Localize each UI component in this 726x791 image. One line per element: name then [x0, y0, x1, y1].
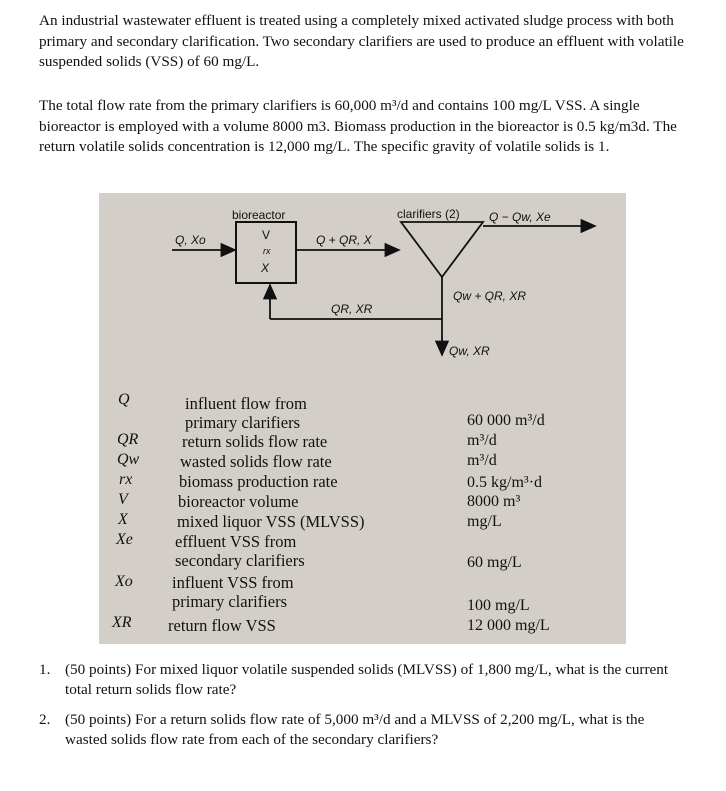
value-extra: 12 000 mg/L — [467, 617, 550, 634]
problem-paragraph-1: An industrial wastewater effluent is treated using a completely mixed activated sludge process with both primary and secondary clarification. Two secondary clarifiers are used to produce an effluent with volatile suspended solids (VSS) of 60 mg/L. — [39, 12, 684, 70]
value-xo: 60 mg/L — [467, 554, 522, 571]
desc-x: mixed liquor VSS (MLVSS) — [177, 512, 365, 531]
effluent-label: Q − Qw, Xe — [489, 210, 551, 224]
symbol-rx: rx — [119, 471, 133, 488]
symbol-xr: XR — [112, 614, 132, 631]
value-xe: mg/L — [467, 513, 502, 530]
question-number: 2. — [39, 711, 51, 728]
question-item — [39, 660, 689, 700]
bioreactor-label: bioreactor — [232, 208, 286, 222]
desc-qr: return solids flow rate — [182, 432, 328, 451]
process-figure — [99, 193, 626, 644]
desc-xo: influent VSS from primary clarifiers — [172, 573, 294, 611]
return-label: QR, XR — [331, 302, 373, 316]
problem-paragraph-2: The total flow rate from the primary clarifiers is 60,000 m³/d and contains 100 mg/L VSS. A single bioreactor is employed with a volume 8000 m3. Biomass production in the bioreactor is 0.5 kg/m3d. The return volatile solids concentration is 12,000 mg/L. The specific gravity of volatile solids is 1. — [39, 97, 677, 155]
mixed-flow-label: Q + QR, X — [316, 233, 372, 247]
inflow-label: Q, Xo — [175, 233, 206, 247]
process-diagram — [99, 193, 626, 383]
waste-label: Qw, XR — [449, 344, 490, 358]
reactor-rx-symbol: rx — [263, 246, 271, 256]
value-rx: m³/d — [467, 452, 497, 469]
underflow-label: Qw + QR, XR — [453, 289, 527, 303]
reactor-x-symbol: X — [261, 261, 270, 275]
desc-v: bioreactor volume — [178, 492, 299, 511]
desc-qw: wasted solids flow rate — [180, 452, 332, 471]
symbol-x: X — [118, 511, 128, 528]
question-text: (50 points) For a return solids flow rate of 5,000 m³/d and a MLVSS of 2,200 mg/L, what is the wasted solids flow rate from each of the secondary clarifiers? — [65, 711, 645, 748]
symbol-xe: Xe — [116, 531, 133, 548]
desc-q: influent flow from primary clarifiers — [185, 394, 307, 432]
question-text: (50 points) For mixed liquor volatile suspended solids (MLVSS) of 1,800 mg/L, what is the current total return solids flow rate? — [65, 661, 669, 698]
desc-xr: return flow VSS — [168, 616, 276, 635]
value-qr: 60 000 m³/d — [467, 412, 545, 429]
question-number: 1. — [39, 661, 51, 678]
symbol-qw: Qw — [117, 451, 140, 468]
value-v: 0.5 kg/m³·d — [467, 474, 543, 491]
symbol-xo: Xo — [115, 573, 133, 590]
symbol-v: V — [118, 491, 128, 508]
clarifiers-label: clarifiers (2) — [397, 207, 460, 221]
reactor-volume-symbol: V — [262, 228, 271, 242]
value-qw: m³/d — [467, 432, 497, 449]
value-xr: 100 mg/L — [467, 597, 530, 614]
symbol-q: Q — [118, 391, 130, 408]
clarifier-shape — [401, 222, 483, 277]
question-item — [39, 710, 689, 750]
desc-rx: biomass production rate — [179, 472, 338, 491]
desc-xe: effluent VSS from secondary clarifiers — [175, 532, 305, 570]
symbol-qr: QR — [117, 431, 139, 448]
value-x: 8000 m³ — [467, 493, 521, 510]
question-list — [39, 660, 689, 760]
